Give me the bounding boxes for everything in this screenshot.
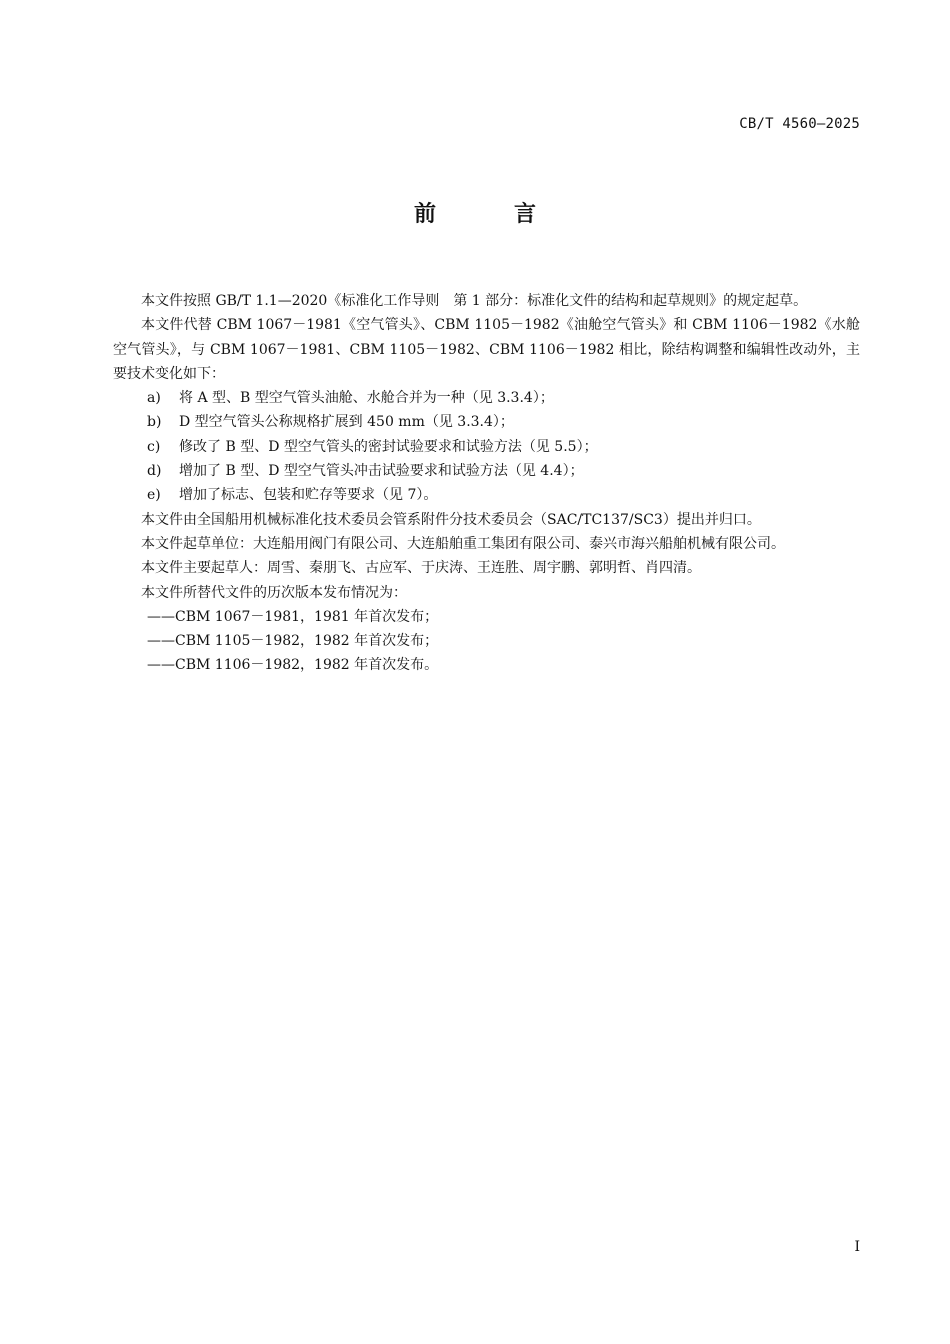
list-item (113, 435, 860, 459)
list-item (113, 483, 860, 507)
page-number: I (854, 1239, 860, 1255)
standard-number: CB/T 4560—2025 (739, 116, 860, 132)
history-item: ——CBM 1106－1982，1982 年首次发布。 (147, 657, 439, 674)
list-item-text: 将 A 型、B 型空气管头油舱、水舱合并为一种（见 3.3.4）； (179, 390, 554, 407)
changes-list (113, 386, 860, 507)
list-item (113, 410, 860, 434)
list-item-label: a) (147, 390, 161, 407)
list-item (113, 386, 860, 410)
paragraph-proposer: 本文件由全国船用机械标准化技术委员会管系附件分技术委员会（SAC/TC137/SC3）提出并归口。 (141, 511, 761, 528)
list-item-text: 增加了 B 型、D 型空气管头冲击试验要求和试验方法（见 4.4）； (179, 463, 584, 480)
list-item-label: b) (147, 414, 162, 431)
page-title: 前 言 (413, 202, 564, 227)
history-list (113, 605, 860, 678)
list-item-label: c) (147, 438, 161, 455)
paragraph-drafting-rules: 本文件按照 GB/T 1.1—2020《标准化工作导则 第 1 部分：标准化文件的结构和起草规则》的规定起草。 (141, 293, 808, 309)
foreword-body (113, 289, 860, 678)
paragraph-history-intro: 本文件所替代文件的历次版本发布情况为： (141, 584, 407, 601)
paragraph-drafters: 本文件主要起草人：周雪、秦朋飞、古应军、于庆涛、王连胜、周宇鹏、郭明哲、肖四清。 (141, 560, 701, 577)
list-item-label: d) (147, 463, 162, 480)
list-item-text: D 型空气管头公称规格扩展到 450 mm（见 3.3.4）； (179, 414, 514, 431)
list-item-text: 增加了标志、包装和贮存等要求（见 7）。 (179, 487, 438, 504)
list-item (113, 459, 860, 483)
history-item: ——CBM 1067－1981，1981 年首次发布； (147, 608, 439, 625)
list-item-text: 修改了 B 型、D 型空气管头的密封试验要求和试验方法（见 5.5）； (179, 438, 598, 455)
history-item: ——CBM 1105－1982，1982 年首次发布； (147, 633, 439, 650)
paragraph-replacement: 本文件代替 CBM 1067－1981《空气管头》、CBM 1105－1982《油舱空气管头》和 CBM 1106－1982《水舱空气管头》，与 CBM 1067－1981、CBM 1105－1982、CBM 1106－1982 相比，除结构调整和编辑性改动外，主要技术变化如下： (113, 317, 860, 382)
list-item-label: e) (147, 487, 161, 504)
paragraph-drafting-units: 本文件起草单位：大连船用阀门有限公司、大连船舶重工集团有限公司、泰兴市海兴船舶机械有限公司。 (141, 535, 785, 552)
